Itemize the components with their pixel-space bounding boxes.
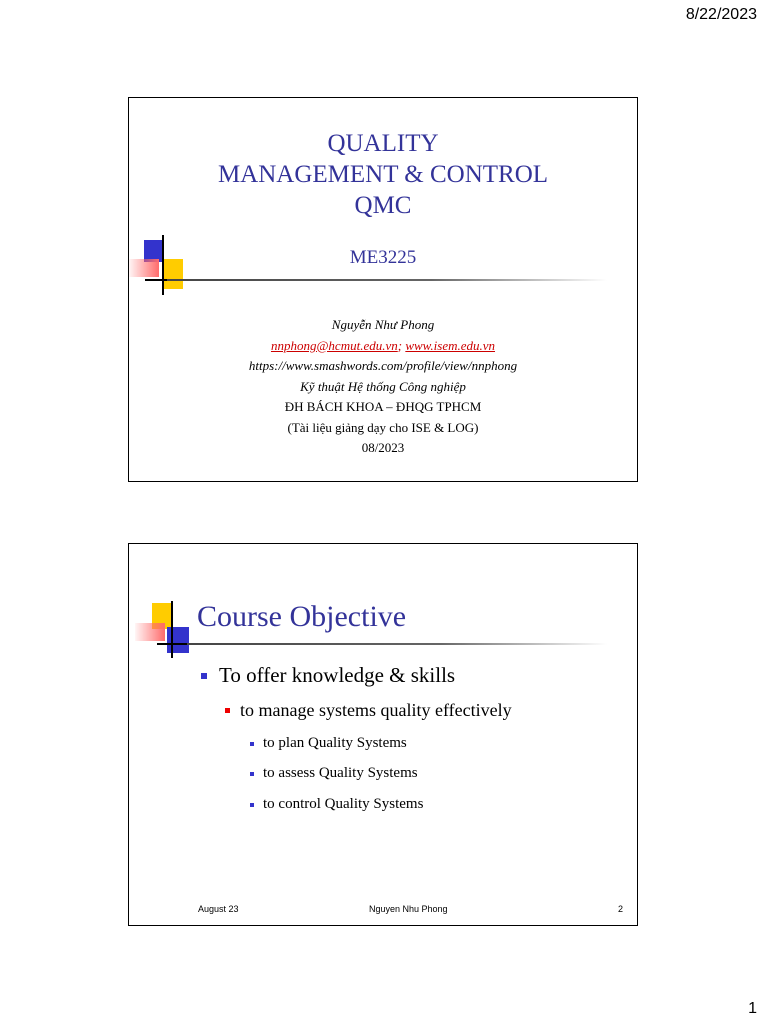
square-bullet-icon: [201, 673, 207, 679]
contact-separator: ;: [397, 337, 403, 353]
footer-author: Nguyen Nhu Phong: [369, 904, 448, 914]
square-bullet-icon: [250, 742, 254, 746]
page-number: 1: [748, 1000, 757, 1017]
footer-slide-number: 2: [618, 904, 624, 914]
header-date: 8/22/2023: [685, 6, 757, 23]
square-bullet-icon: [250, 803, 254, 807]
title-line-2: MANAGEMENT & CONTROL: [217, 161, 549, 188]
profile-url: https://www.smashwords.com/profile/view/nnphong: [248, 358, 518, 373]
slide-date: 08/2023: [361, 440, 405, 455]
course-code: ME3225: [349, 247, 417, 268]
author-name: Nguyễn Như Phong: [331, 317, 435, 332]
bullet-level-1: To offer knowledge & skills: [201, 663, 455, 688]
footer-date: August 23: [198, 904, 239, 914]
course-note: (Tài liệu giảng dạy cho ISE & LOG): [287, 419, 479, 435]
department: Kỹ thuật Hệ thống Công nghiệp: [300, 378, 466, 394]
square-bullet-icon: [250, 772, 254, 776]
bullet-level-2: to manage systems quality effectively: [225, 700, 512, 721]
bullet-level-3: to control Quality Systems: [250, 796, 423, 813]
slide-decoration-icon: [135, 601, 197, 661]
contact-line: [129, 336, 637, 357]
slide-2-course-objective[interactable]: [128, 543, 638, 926]
title-line-1: QUALITY: [327, 130, 439, 157]
square-bullet-icon: [225, 708, 230, 713]
website-link[interactable]: www.isem.edu.vn: [405, 337, 496, 353]
slide-1-title[interactable]: [128, 97, 638, 482]
university: ĐH BÁCH KHOA – ĐHQG TPHCM: [284, 399, 482, 414]
slide-title: Course Objective: [197, 600, 407, 633]
title-line-3: QMC: [354, 192, 412, 219]
email-link[interactable]: nnphong@hcmut.edu.vn: [270, 337, 398, 353]
title-rule: [187, 643, 607, 645]
title-rule: [167, 279, 607, 281]
bullet-level-3: to assess Quality Systems: [250, 765, 418, 782]
bullet-level-3: to plan Quality Systems: [250, 735, 407, 752]
